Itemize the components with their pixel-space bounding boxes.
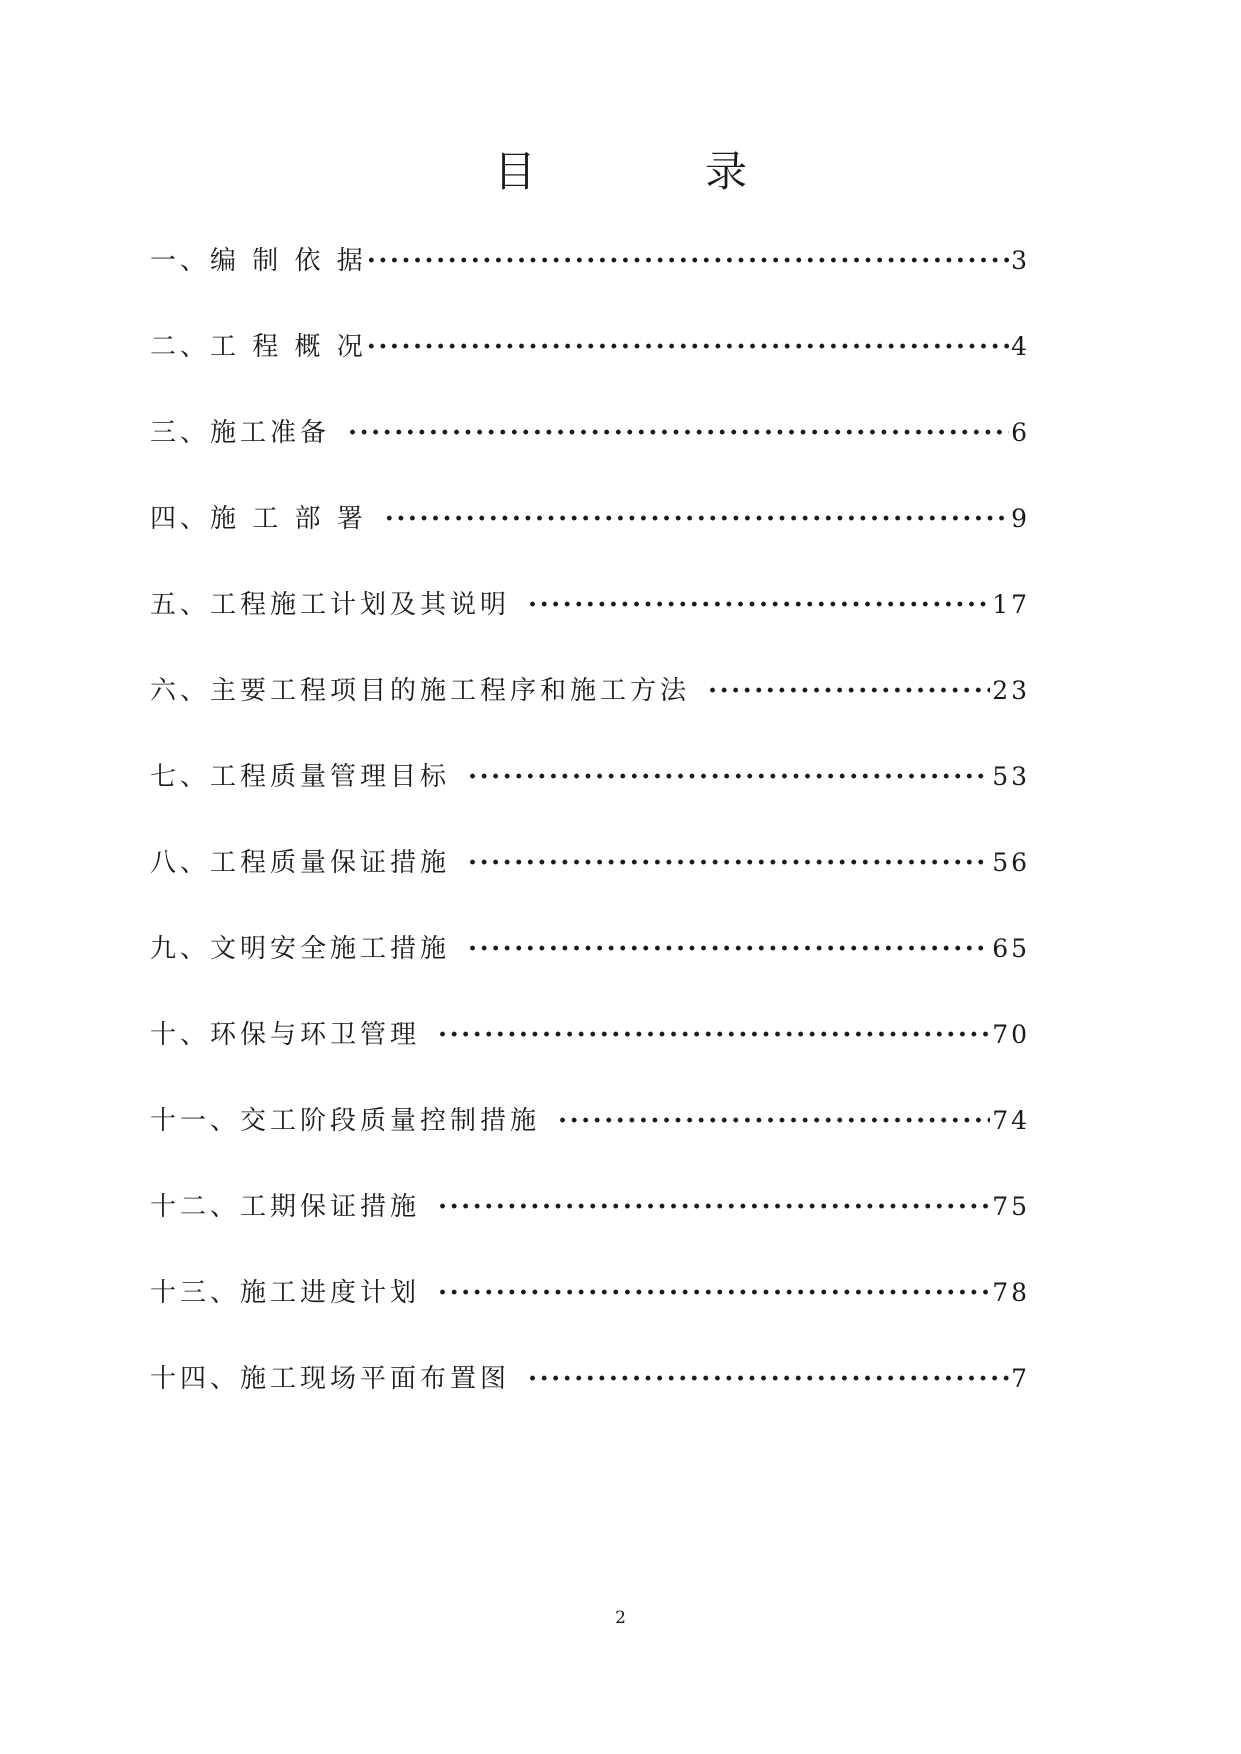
toc-entry-page: 70 — [992, 1020, 1030, 1049]
toc-entry-page: 65 — [992, 934, 1030, 963]
page-number: 2 — [615, 1608, 626, 1628]
toc-entry-page: 9 — [1011, 504, 1030, 533]
toc-entry-page: 17 — [992, 590, 1030, 619]
toc-leader-dots — [468, 848, 990, 878]
toc-entry-label: 十三、施工进度计划 — [150, 1278, 421, 1308]
toc-entry[interactable] — [150, 332, 1030, 418]
toc-entry-page: 74 — [992, 1106, 1030, 1135]
toc-leader-dots — [438, 1192, 990, 1222]
toc-entry[interactable] — [150, 1020, 1030, 1106]
toc-entry[interactable] — [150, 246, 1030, 332]
toc-leader-dots — [367, 246, 1009, 276]
toc-entry-label: 九、文明安全施工措施 — [150, 934, 451, 964]
toc-entry-page: 23 — [992, 676, 1030, 705]
toc-leader-dots — [438, 1020, 990, 1050]
toc-entry-label: 二、工 程 概 况 — [150, 332, 367, 362]
toc-entry-page: 7 — [1011, 1364, 1030, 1393]
toc-entry[interactable] — [150, 762, 1030, 848]
toc-entry-label: 十二、工期保证措施 — [150, 1192, 421, 1222]
toc-entry[interactable] — [150, 418, 1030, 504]
toc-entry-label: 八、工程质量保证措施 — [150, 848, 451, 878]
toc-leader-dots — [385, 504, 1009, 534]
toc-leader-dots — [438, 1278, 990, 1308]
toc-entry-label: 七、工程质量管理目标 — [150, 762, 451, 792]
toc-entry-label: 十一、交工阶段质量控制措施 — [150, 1106, 541, 1136]
toc-entry-page: 3 — [1011, 246, 1030, 275]
toc-entry-page: 4 — [1011, 332, 1030, 361]
toc-entry[interactable] — [150, 676, 1030, 762]
toc-entry[interactable] — [150, 590, 1030, 676]
toc-entry[interactable] — [150, 1192, 1030, 1278]
toc-entry-page: 56 — [992, 848, 1030, 877]
toc-entry-page: 78 — [992, 1278, 1030, 1307]
toc-entry[interactable] — [150, 1364, 1030, 1450]
toc-entry-page: 75 — [992, 1192, 1030, 1221]
toc-entry[interactable] — [150, 848, 1030, 934]
toc-entry[interactable] — [150, 504, 1030, 590]
toc-entry-label: 六、主要工程项目的施工程序和施工方法 — [150, 676, 691, 706]
toc-leader-dots — [468, 762, 990, 792]
toc-leader-dots — [528, 1364, 1009, 1394]
toc-entry-label: 五、工程施工计划及其说明 — [150, 590, 511, 620]
toc-entry[interactable] — [150, 1278, 1030, 1364]
toc-leader-dots — [528, 590, 990, 620]
toc-entry-page: 53 — [992, 762, 1030, 791]
toc-leader-dots — [468, 934, 990, 964]
toc-list — [150, 246, 1030, 1450]
toc-leader-dots — [558, 1106, 990, 1136]
toc-leader-dots — [348, 418, 1009, 448]
toc-leader-dots — [367, 332, 1009, 362]
toc-entry-label: 三、施工准备 — [150, 418, 331, 448]
toc-entry-label: 一、编 制 依 据 — [150, 246, 367, 276]
toc-entry-label: 十、环保与环卫管理 — [150, 1020, 421, 1050]
toc-leader-dots — [708, 676, 990, 706]
toc-entry-label: 十四、施工现场平面布置图 — [150, 1364, 511, 1394]
toc-title: 目 录 — [493, 147, 826, 196]
toc-entry-page: 6 — [1011, 418, 1030, 447]
toc-entry-label: 四、施 工 部 署 — [150, 504, 367, 534]
toc-entry[interactable] — [150, 1106, 1030, 1192]
toc-entry[interactable] — [150, 934, 1030, 1020]
